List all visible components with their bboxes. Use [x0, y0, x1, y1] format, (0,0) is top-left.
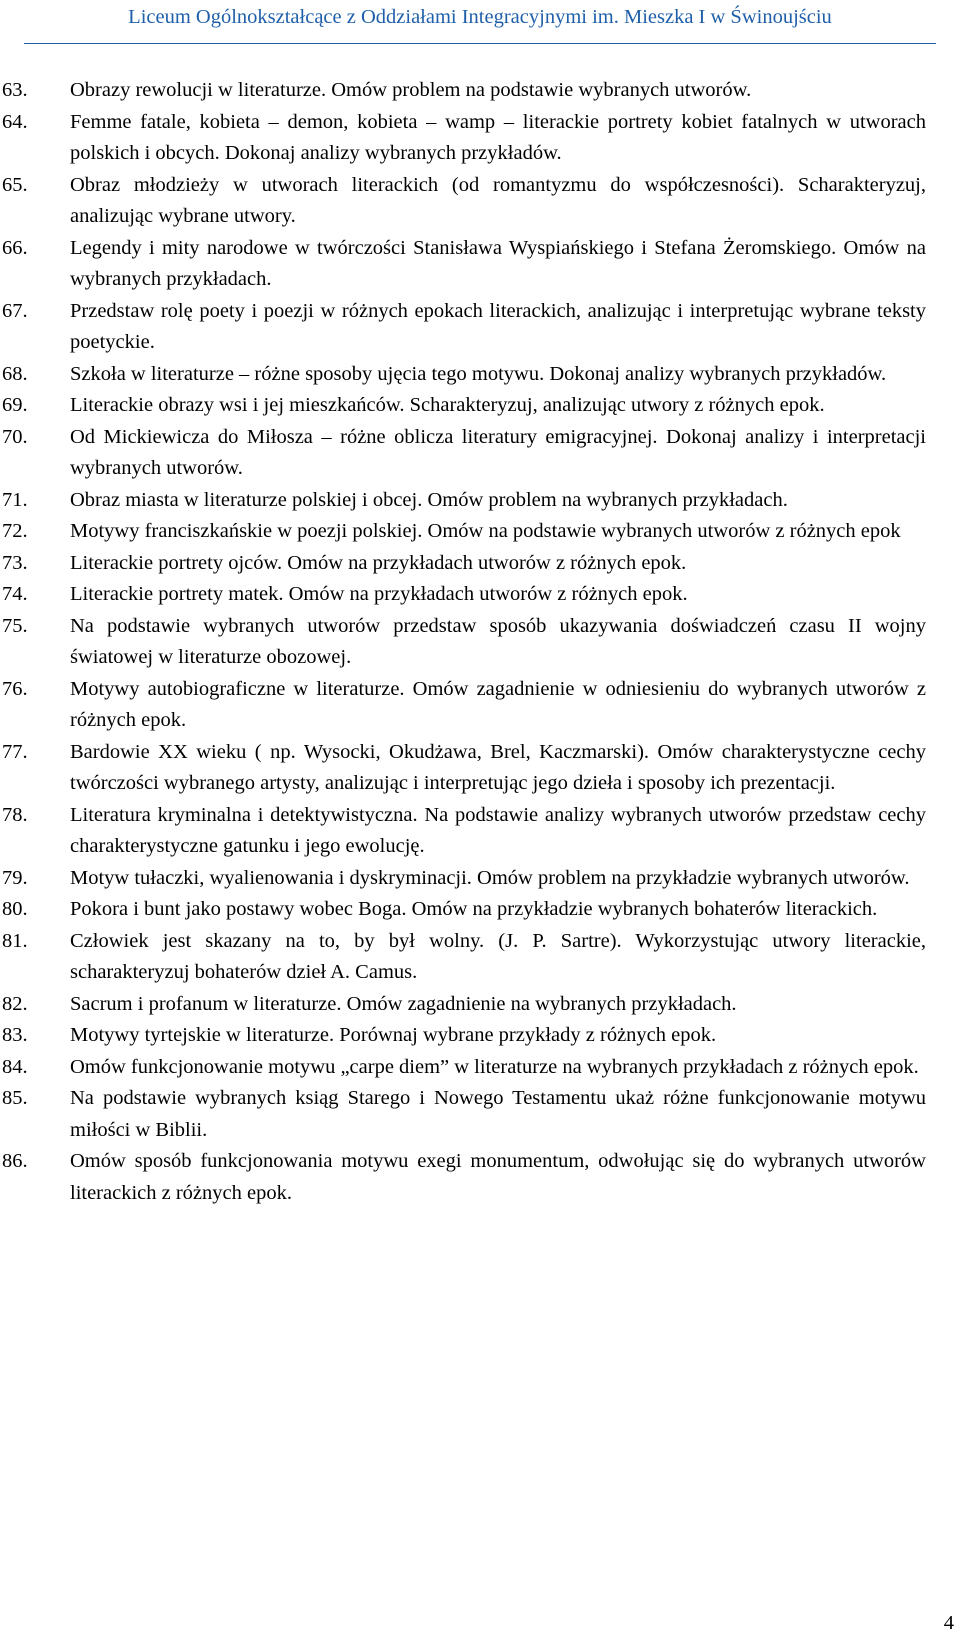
list-item — [0, 1146, 960, 1209]
item-number: 80. — [2, 898, 28, 920]
item-number: 81. — [2, 929, 28, 952]
list-item — [0, 1020, 960, 1052]
item-text: Sacrum i profanum w literaturze. Omów zagadnienie na wybranych przykładach. — [70, 992, 737, 1015]
item-number: 63. — [2, 79, 28, 101]
list-item — [0, 863, 960, 895]
list-item — [0, 548, 960, 580]
list-item — [0, 359, 960, 391]
list-item — [0, 1052, 960, 1084]
item-text: Motywy autobiograficzne w literaturze. Omów zagadnienie w odniesieniu do wybranych utworów z różnych epok. — [70, 677, 926, 731]
item-text: Literackie obrazy wsi i jej mieszkańców. Scharakteryzuj, analizując utwory z różnych epok. — [70, 394, 825, 416]
item-number: 64. — [2, 110, 28, 133]
item-text: Literackie portrety matek. Omów na przykładach utworów z różnych epok. — [70, 583, 688, 605]
item-text: Człowiek jest skazany na to, by był wolny. (J. P. Sartre). Wykorzystując utwory literackie, scharakteryzuj bohaterów dzieł A. Camus. — [70, 929, 926, 983]
list-item — [0, 170, 960, 233]
list-item — [0, 107, 960, 170]
item-text: Legendy i mity narodowe w twórczości Stanisława Wyspiańskiego i Stefana Żeromskiego. Omów na wybranych przykładach. — [70, 236, 926, 290]
topic-list — [0, 75, 960, 1209]
list-item — [0, 75, 960, 107]
item-text: Motywy franciszkańskie w poezji polskiej. Omów na podstawie wybranych utworów z różnych epok — [70, 520, 901, 542]
list-item — [0, 894, 960, 926]
item-number: 68. — [2, 362, 28, 385]
item-number: 73. — [2, 551, 28, 574]
item-number: 86. — [2, 1150, 28, 1172]
item-number: 65. — [2, 173, 28, 196]
item-number: 74. — [2, 583, 28, 605]
item-number: 78. — [2, 803, 28, 826]
item-number: 67. — [2, 299, 28, 322]
list-item — [0, 611, 960, 674]
item-number: 77. — [2, 740, 28, 763]
list-item — [0, 233, 960, 296]
item-number: 69. — [2, 394, 28, 416]
header-divider — [24, 43, 936, 44]
list-item — [0, 989, 960, 1021]
item-text: Przedstaw rolę poety i poezji w różnych epokach literackich, analizując i interpretując wybrane teksty poetyckie. — [70, 299, 926, 353]
list-item — [0, 674, 960, 737]
item-number: 82. — [2, 992, 28, 1015]
item-number: 79. — [2, 866, 28, 889]
item-number: 85. — [2, 1087, 28, 1109]
item-text: Obraz młodzieży w utworach literackich (od romantyzmu do współczesności). Scharakteryzuj, analizując wybrane utwory. — [70, 173, 926, 227]
page-header-title: Liceum Ogólnokształcące z Oddziałami Integracyjnymi im. Mieszka I w Świnoujściu — [128, 6, 832, 28]
item-number: 70. — [2, 425, 28, 448]
item-number: 75. — [2, 614, 28, 637]
list-item — [0, 737, 960, 800]
item-text: Obraz miasta w literaturze polskiej i obcej. Omów problem na wybranych przykładach. — [70, 488, 788, 511]
list-item — [0, 516, 960, 548]
list-item — [0, 296, 960, 359]
item-text: Bardowie XX wieku ( np. Wysocki, Okudżawa, Brel, Kaczmarski). Omów charakterystyczne cechy twórczości wybranego artysty, analizując i interpretując jego dzieła i sposoby ich prezentacji. — [70, 740, 926, 794]
item-number: 84. — [2, 1055, 28, 1078]
page-number: 4 — [943, 1612, 954, 1634]
item-text: Motywy tyrtejskie w literaturze. Porównaj wybrane przykłady z różnych epok. — [70, 1024, 717, 1046]
item-number: 76. — [2, 677, 28, 700]
list-item — [0, 800, 960, 863]
list-item — [0, 485, 960, 517]
item-text: Omów funkcjonowanie motywu „carpe diem” w literaturze na wybranych przykładach z różnych epok. — [70, 1055, 919, 1078]
list-item — [0, 390, 960, 422]
list-item — [0, 926, 960, 989]
item-number: 66. — [2, 236, 28, 259]
item-text: Obrazy rewolucji w literaturze. Omów problem na podstawie wybranych utworów. — [70, 79, 752, 101]
item-text: Literatura kryminalna i detektywistyczna. Na podstawie analizy wybranych utworów przedstaw cechy charakterystyczne gatunku i jego ewolucję. — [70, 803, 926, 857]
item-text: Literackie portrety ojców. Omów na przykładach utworów z różnych epok. — [70, 551, 687, 574]
item-text: Omów sposób funkcjonowania motywu exegi monumentum, odwołując się do wybranych utworów literackich z różnych epok. — [70, 1150, 926, 1204]
item-text: Pokora i bunt jako postawy wobec Boga. Omów na przykładzie wybranych bohaterów literackich. — [70, 898, 878, 920]
item-number: 83. — [2, 1024, 28, 1046]
item-text: Motyw tułaczki, wyalienowania i dyskryminacji. Omów problem na przykładzie wybranych utworów. — [70, 866, 910, 889]
item-text: Na podstawie wybranych utworów przedstaw sposób ukazywania doświadczeń czasu II wojny światowej w literaturze obozowej. — [70, 614, 926, 668]
item-text: Na podstawie wybranych ksiąg Starego i Nowego Testamentu ukaż różne funkcjonowanie motywu miłości w Biblii. — [70, 1087, 926, 1141]
item-number: 71. — [2, 488, 28, 511]
list-item — [0, 1083, 960, 1146]
list-item — [0, 422, 960, 485]
item-text: Szkoła w literaturze – różne sposoby ujęcia tego motywu. Dokonaj analizy wybranych przykładów. — [70, 362, 887, 385]
item-number: 72. — [2, 520, 28, 542]
list-item — [0, 579, 960, 611]
item-text: Femme fatale, kobieta – demon, kobieta – wamp – literackie portrety kobiet fatalnych w utworach polskich i obcych. Dokonaj analizy wybranych przykładów. — [70, 110, 926, 164]
item-text: Od Mickiewicza do Miłosza – różne oblicza literatury emigracyjnej. Dokonaj analizy i interpretacji wybranych utworów. — [70, 425, 926, 479]
